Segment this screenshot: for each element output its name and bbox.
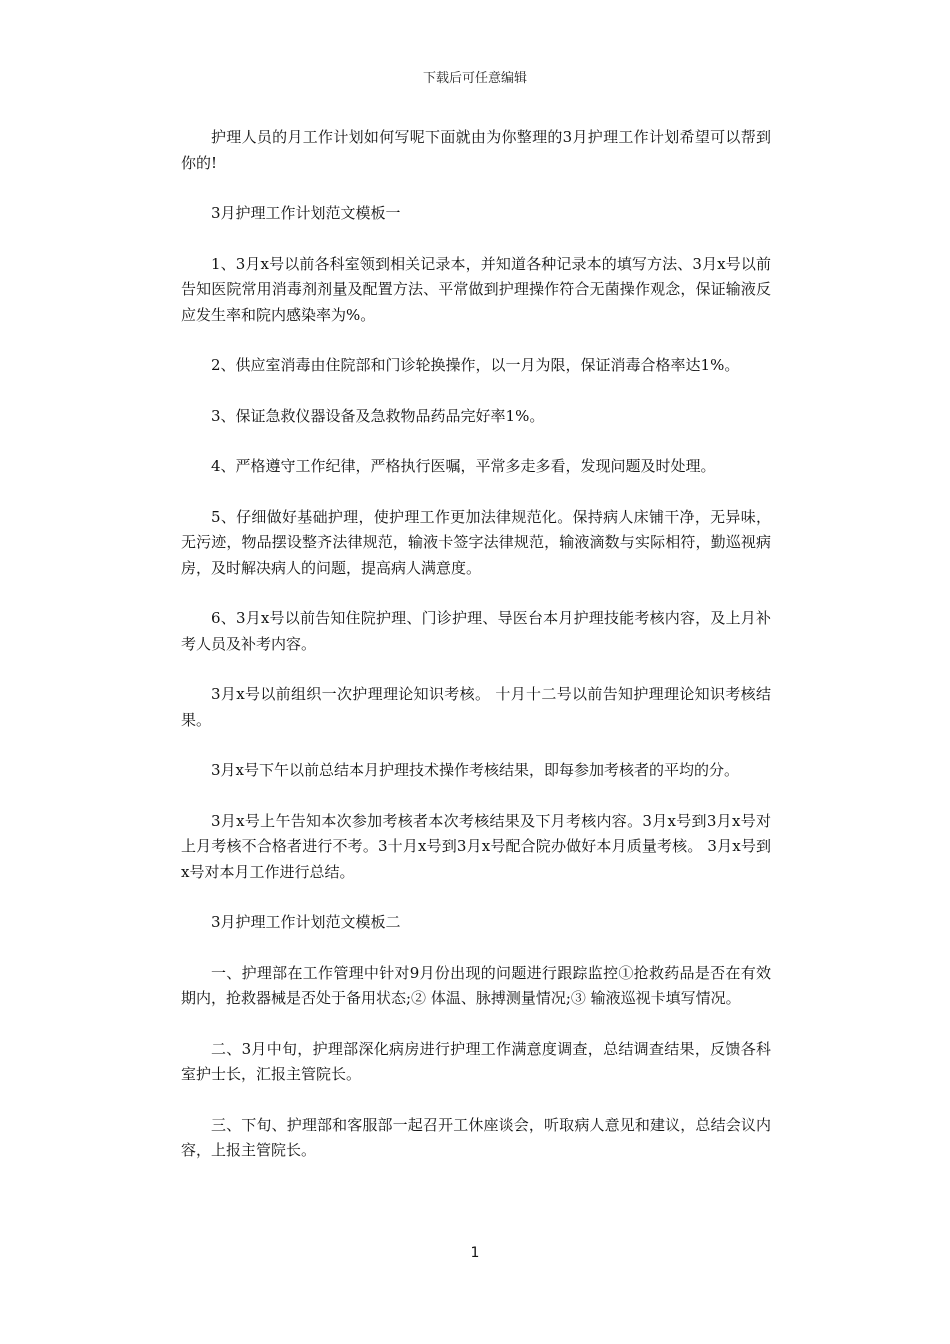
paragraph-point-three: 三、下旬、护理部和客服部一起召开工休座谈会，听取病人意见和建议，总结会议内容，上报主管院长。 [181,1115,771,1159]
page-number: 1 [470,1245,480,1261]
paragraph-item-4: 4、严格遵守工作纪律，严格执行医嘱，平常多走多看，发现问题及时处理。 [211,457,716,475]
paragraph-exam-results: 3月x号上午告知本次参加考核者本次考核结果及下月考核内容。3月x号到3月x号对上月考核不合格者进行不考。3十月x号到3月x号配合院办做好本月质量考核。 3月x号到x号对本月工作进行总结。 [181,811,771,881]
page-header: 下载后可任意编辑 [422,71,527,86]
paragraph-item-3: 3、保证急救仪器设备及急救物品药品完好率1%。 [211,406,545,425]
paragraph-point-one: 一、护理部在工作管理中针对9月份出现的问题进行跟踪监控①抢救药品是否在有效期内，抢救器械是否处于备用状态;② 体温、脉搏测量情况;③ 输液巡视卡填写情况。 [181,963,771,1007]
paragraph-skill-exam: 3月x号下午以前总结本月护理技术操作考核结果，即每参加考核者的平均的分。 [211,761,740,779]
intro-paragraph: 护理人员的月工作计划如何写呢下面就由为你整理的3月护理工作计划希望可以帮到你的! [181,128,771,172]
paragraph-item-1: 1、3月x号以前各科室领到相关记录本，并知道各种记录本的填写方法、3月x号以前告知医院常用消毒剂剂量及配置方法、平常做到护理操作符合无菌操作观念，保证输液反应发生率和院内感染率为%。 [181,254,771,324]
paragraph-theory-exam: 3月x号以前组织一次护理理论知识考核。 十月十二号以前告知护理理论知识考核结果。 [181,685,771,729]
paragraph-item-2: 2、供应室消毒由住院部和门诊轮换操作，以一月为限，保证消毒合格率达1%。 [211,356,740,374]
paragraph-item-5: 5、仔细做好基础护理，使护理工作更加法律规范化。保持病人床铺干净，无异味，无污迹，物品摆设整齐法律规范，输液卡签字法律规范，输液滴数与实际相符，勤巡视病房，及时解决病人的问题，提高病人满意度。 [181,507,771,577]
section-heading-template-2: 3月护理工作计划范文模板二 [211,913,401,931]
section-heading-template-1: 3月护理工作计划范文模板一 [211,204,401,222]
paragraph-point-two: 二、3月中旬，护理部深化病房进行护理工作满意度调查，总结调查结果，反馈各科室护士长，汇报主管院长。 [181,1039,771,1083]
document-body [181,125,771,1189]
paragraph-item-6: 6、3月x号以前告知住院护理、门诊护理、导医台本月护理技能考核内容，及上月补考人员及补考内容。 [181,609,771,653]
